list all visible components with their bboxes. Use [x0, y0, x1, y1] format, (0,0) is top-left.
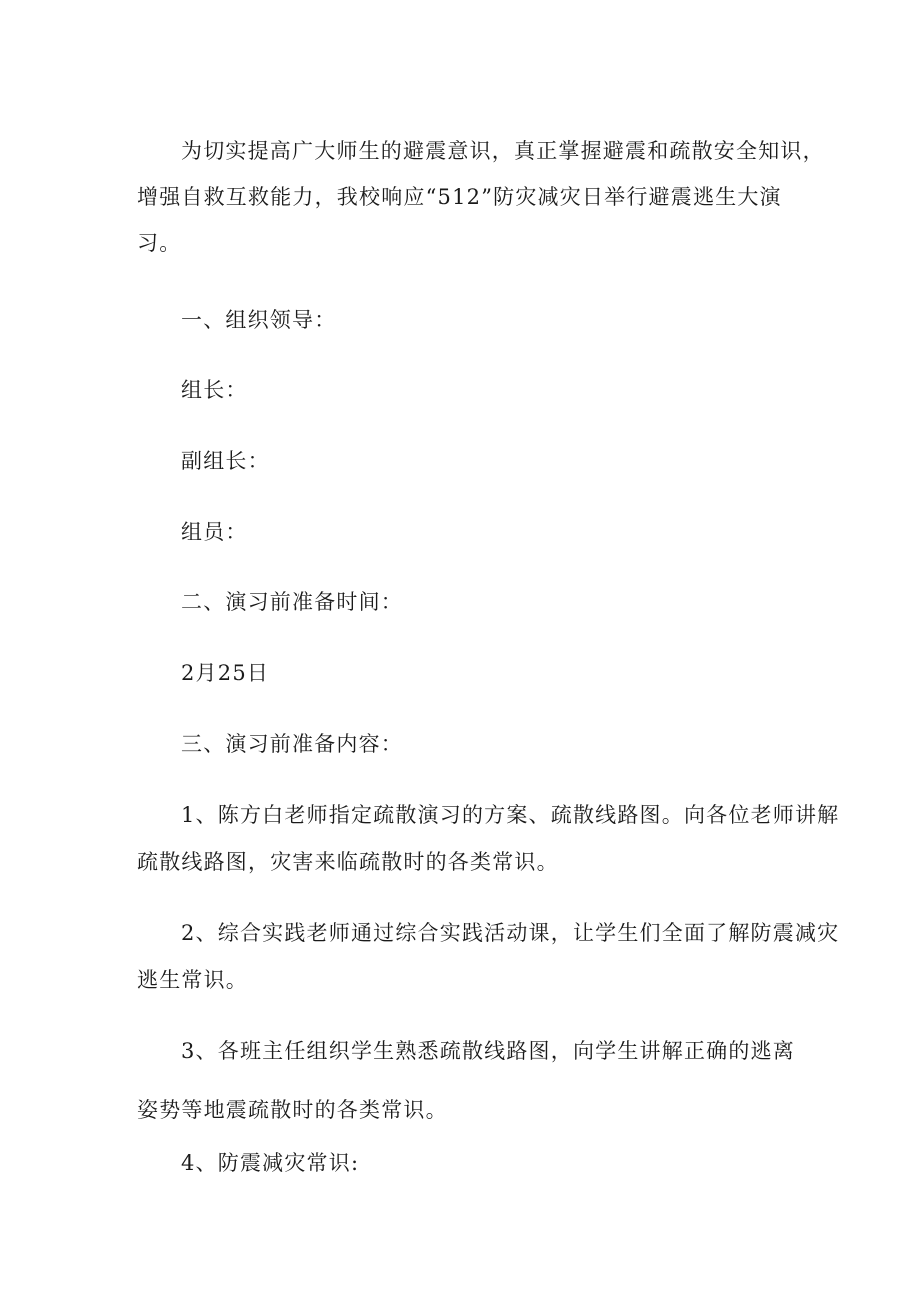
intro-line-1: 为切实提高广大师生的避震意识，真正掌握避震和疏散安全知识，	[181, 139, 825, 163]
item-3-line-2: 姿势等地震疏散时的各类常识。	[137, 1098, 448, 1122]
section-1-heading: 一、组织领导：	[181, 308, 337, 332]
item-3-line-1: 3、各班主任组织学生熟悉疏散线路图，向学生讲解正确的逃离	[181, 1039, 795, 1063]
item-2-line-2: 逃生常识。	[137, 968, 248, 992]
members-label: 组员：	[181, 520, 248, 544]
item-1-line-2: 疏散线路图，灾害来临疏散时的各类常识。	[137, 850, 559, 874]
leader-label: 组长：	[181, 378, 248, 402]
intro-line-3: 习。	[137, 231, 182, 255]
item-2-line-1: 2、综合实践老师通过综合实践活动课，让学生们全面了解防震减灾	[181, 921, 840, 945]
intro-line-2: 增强自救互救能力，我校响应“512”防灾减灾日举行避震逃生大演	[137, 185, 782, 209]
section-2-heading: 二、演习前准备时间：	[181, 590, 403, 614]
item-4-line-1: 4、防震减灾常识:	[181, 1151, 360, 1175]
section-3-heading: 三、演习前准备内容：	[181, 732, 403, 756]
deputy-leader-label: 副组长：	[181, 449, 270, 473]
prep-date: 2月25日	[181, 661, 270, 685]
item-1-line-1: 1、陈方白老师指定疏散演习的方案、疏散线路图。向各位老师讲解	[181, 803, 840, 827]
